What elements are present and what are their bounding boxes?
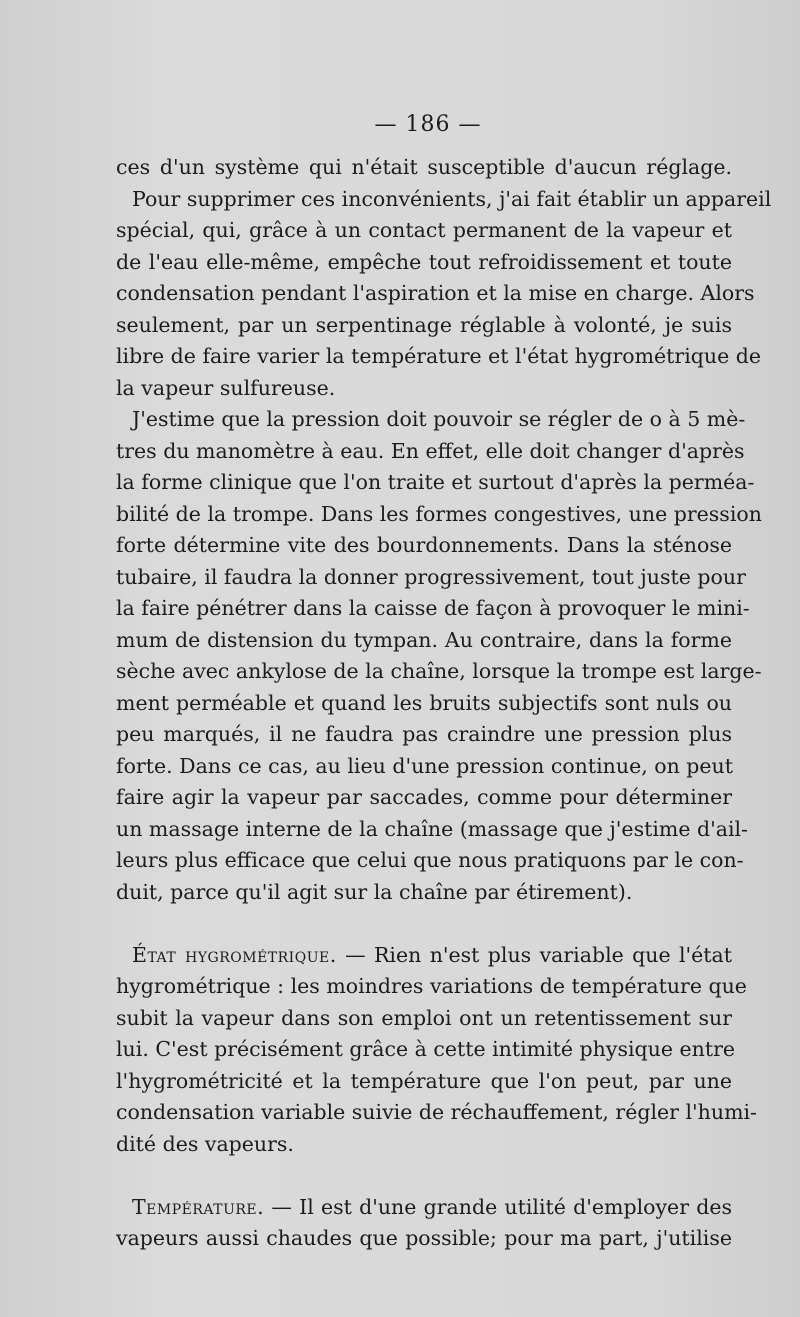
text-line: condensation pendant l'aspiration et la mise en charge. Alors	[116, 281, 755, 305]
section-heading: État hygrométrique.	[132, 942, 337, 967]
text-line: duit, parce qu'il agit sur la chaîne par étirement).	[116, 879, 633, 904]
paragraph-gap	[116, 908, 732, 940]
text-line: spécial, qui, grâce à un contact permanent de la vapeur et	[116, 218, 732, 242]
text-line: forte. Dans ce cas, au lieu d'une pression continue, on peut	[116, 753, 733, 778]
text-line: ment perméable et quand les bruits subjectifs sont nuls ou	[116, 690, 732, 715]
text-line: forte détermine vite des bourdonnements. Dans la sténose	[116, 533, 732, 557]
text-line: libre de faire varier la température et l'état hygrométrique de	[116, 344, 762, 368]
text-line: leurs plus efficace que celui que nous pratiquons par le con-	[116, 848, 744, 872]
body-text	[116, 152, 772, 1255]
text-line: sèche avec ankylose de la chaîne, lorsque la trompe est large-	[116, 659, 762, 683]
text-line: subit la vapeur dans son emploi ont un retentissement sur	[116, 1005, 732, 1030]
text-line: seulement, par un serpentinage réglable à volonté, je suis	[116, 312, 732, 337]
text-line: l'hygrométricité et la température que l'on peut, par une	[116, 1068, 732, 1093]
text-line: faire agir la vapeur par saccades, comme pour déterminer	[116, 785, 732, 809]
text-line: Pour supprimer ces inconvénients, j'ai fait établir un appareil	[132, 186, 772, 211]
text-line: tres du manomètre à eau. En effet, elle doit changer d'après	[116, 438, 745, 463]
text-line: la forme clinique que l'on traite et surtout d'après la perméa-	[116, 470, 755, 494]
text-line: mum de distension du tympan. Au contraire, dans la forme	[116, 627, 732, 652]
text-line: lui. C'est précisément grâce à cette intimité physique entre	[116, 1037, 735, 1061]
text-line: tubaire, il faudra la donner progressivement, tout juste pour	[116, 564, 746, 589]
text-line: un massage interne de la chaîne (massage que j'estime d'ail-	[116, 816, 748, 841]
text-line: bilité de la trompe. Dans les formes congestives, une pression	[116, 501, 762, 526]
paragraph-gap	[116, 1160, 732, 1192]
section-heading-line	[116, 940, 732, 972]
text-line: la vapeur sulfureuse.	[116, 375, 336, 400]
text-line: J'estime que la pression doit pouvoir se régler de o à 5 mè-	[132, 407, 746, 431]
text-line: la faire pénétrer dans la caisse de façon à provoquer le mini-	[116, 596, 750, 620]
text-line: vapeurs aussi chaudes que possible; pour ma part, j'utilise	[116, 1226, 732, 1250]
section-heading: Température.	[132, 1194, 265, 1219]
section-heading-line	[116, 1192, 732, 1224]
text-line: dité des vapeurs.	[116, 1131, 294, 1156]
heading-line-rest: — Il est d'une grande utilité d'employer des	[264, 1194, 732, 1219]
text-line: peu marqués, il ne faudra pas craindre une pression plus	[116, 722, 732, 746]
text-line: ces d'un système qui n'était susceptible d'aucun réglage.	[116, 155, 732, 179]
text-line: de l'eau elle-même, empêche tout refroidissement et toute	[116, 249, 732, 274]
heading-line-rest: — Rien n'est plus variable que l'état	[336, 942, 732, 967]
text-line: hygrométrique : les moindres variations de température que	[116, 974, 747, 998]
page-number: — 186 —	[374, 112, 482, 137]
text-line: condensation variable suivie de réchauffement, régler l'humi-	[116, 1100, 757, 1124]
